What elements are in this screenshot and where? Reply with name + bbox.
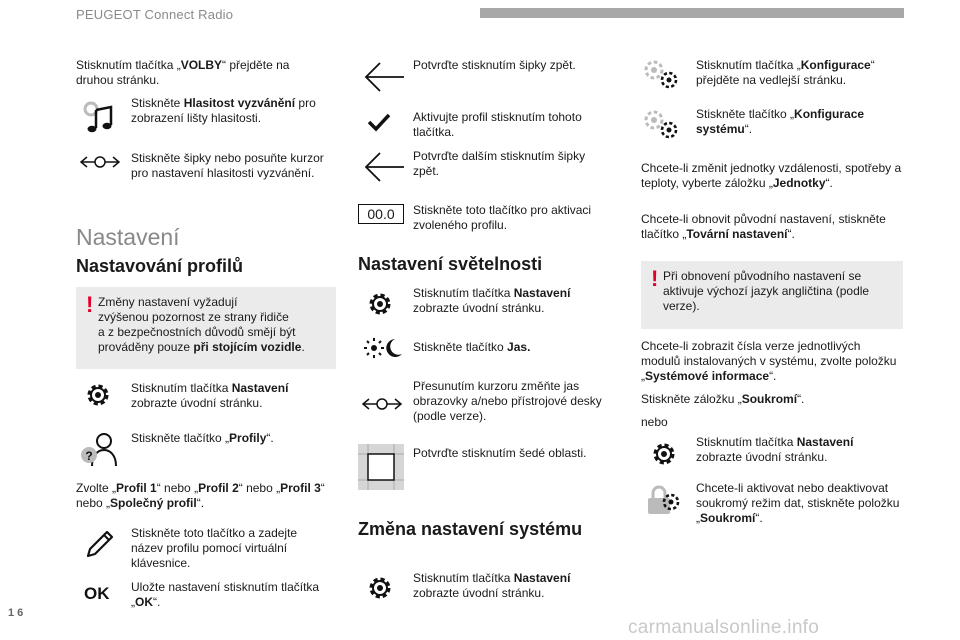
music-settings-icon [80, 98, 120, 136]
slider-text: Přesunutím kurzoru změňte jas obrazovky a/nebo přístrojové desky (podle verze). [413, 379, 602, 423]
factory-warning-text: Při obnovení původního nastavení se aktivuje výchozí jazyk angličtina (podle verze). [663, 269, 870, 313]
units-text: Chcete-li změnit jednotky vzdálenosti, spotřeby a teploty, vyberte záložku „Jednotky“. [641, 161, 902, 190]
gear-icon-4 [650, 440, 678, 468]
arrows-text: Stiskněte šipky nebo posuňte kurzor pro nastavení hlasitosti vyzvánění. [131, 151, 324, 180]
choose-profile-text: Zvolte „Profil 1“ nebo „Profil 2“ nebo „Profil 3“ nebo „Společný profil“. [76, 481, 325, 510]
pencil-icon [84, 528, 116, 560]
grey-area-icon [358, 444, 404, 490]
check-text: Aktivujte profil stisknutím tohoto tlačítka. [413, 110, 582, 139]
versions-text: Chcete-li zobrazit čísla verze jednotlivých modulů instalovaných v systému, zvolte položku „Systémové informace“. [641, 339, 897, 383]
brightness-icon [364, 336, 404, 360]
slider-arrows-icon [78, 152, 122, 172]
factory-warning-note [641, 261, 903, 329]
gear-icon [84, 381, 112, 409]
warning-icon-2: ! [651, 266, 659, 291]
privacy-tab-text: Stiskněte záložku „Soukromí“. [641, 392, 805, 406]
back-arrow-icon [362, 60, 406, 94]
warning-note [76, 287, 336, 369]
system-settings-text: Stisknutím tlačítka Nastavení zobrazte úvodní stránku. [413, 571, 571, 600]
header-bar [480, 8, 904, 18]
profile-icon [80, 430, 120, 470]
page-number: 16 [8, 607, 27, 619]
settings-text: Stisknutím tlačítka Nastavení zobrazte úvodní stránku. [131, 381, 289, 410]
gear-icon-2 [366, 290, 394, 318]
grey-text: Potvrďte stisknutím šedé oblasti. [413, 446, 587, 460]
profily-text: Stiskněte tlačítko „Profily“. [131, 431, 274, 445]
col3-settings-text: Stisknutím tlačítka Nastavení zobrazte úvodní stránku. [696, 435, 854, 464]
digit-display-icon: 00.0 [358, 204, 404, 224]
system-section-title: Změna nastavení systému [358, 519, 583, 539]
svg-text:?: ? [85, 449, 93, 463]
gear-icon-3 [366, 574, 394, 602]
running-header: PEUGEOT Connect Radio [76, 7, 234, 22]
light-settings-text: Stisknutím tlačítka Nastavení zobrazte úvodní stránku. [413, 286, 571, 315]
configuration-icon [642, 58, 682, 92]
digit-text: Stiskněte toto tlačítko pro aktivaci zvoleného profilu. [413, 203, 592, 232]
konfig2-text: Stiskněte tlačítko „Konfigurace systému“. [696, 107, 865, 136]
privacy-text: Chcete-li aktivovat nebo deaktivovat soukromý režim dat, stiskněte položku „Soukromí“. [696, 481, 900, 525]
back-arrow-icon-2 [362, 150, 406, 184]
back1-text: Potvrďte stisknutím šipky zpět. [413, 58, 576, 72]
ok-text: Uložte nastavení stisknutím tlačítka „OK“. [131, 580, 320, 609]
check-icon [366, 112, 392, 132]
pencil-text: Stiskněte toto tlačítko a zadejte název profilu pomocí virtuální klávesnice. [131, 526, 298, 570]
privacy-lock-icon [644, 484, 684, 518]
warning-note-text: Změny nastavení vyžadují zvýšenou pozornost ze strany řidiče a z bezpečnostních důvodů smějí být prováděny pouze při stojícím vozidle. [98, 295, 305, 354]
ok-icon: OK [84, 584, 110, 603]
jas-text: Stiskněte tlačítko Jas. [413, 340, 531, 354]
light-section-title: Nastavení světelnosti [358, 254, 543, 274]
warning-icon: ! [86, 292, 94, 317]
subsection-title: Nastavování profilů [76, 256, 244, 276]
intro-text: Stisknutím tlačítka „VOLBY“ přejděte na druhou stránku. [76, 58, 290, 87]
or-text: nebo [641, 415, 668, 429]
section-title: Nastavení [76, 224, 180, 250]
volume-text: Stiskněte Hlasitost vyzvánění pro zobrazení lišty hlasitosti. [131, 96, 316, 125]
watermark: carmanualsonline.info [628, 617, 820, 638]
factory-text: Chcete-li obnovit původní nastavení, stiskněte tlačítko „Tovární nastavení“. [641, 212, 886, 241]
slider-arrows-icon-2 [360, 394, 404, 414]
konfig1-text: Stisknutím tlačítka „Konfigurace“ přejděte na vedlejší stránku. [696, 58, 875, 87]
system-configuration-icon [642, 108, 682, 142]
back2-text: Potvrďte dalším stisknutím šipky zpět. [413, 149, 586, 178]
